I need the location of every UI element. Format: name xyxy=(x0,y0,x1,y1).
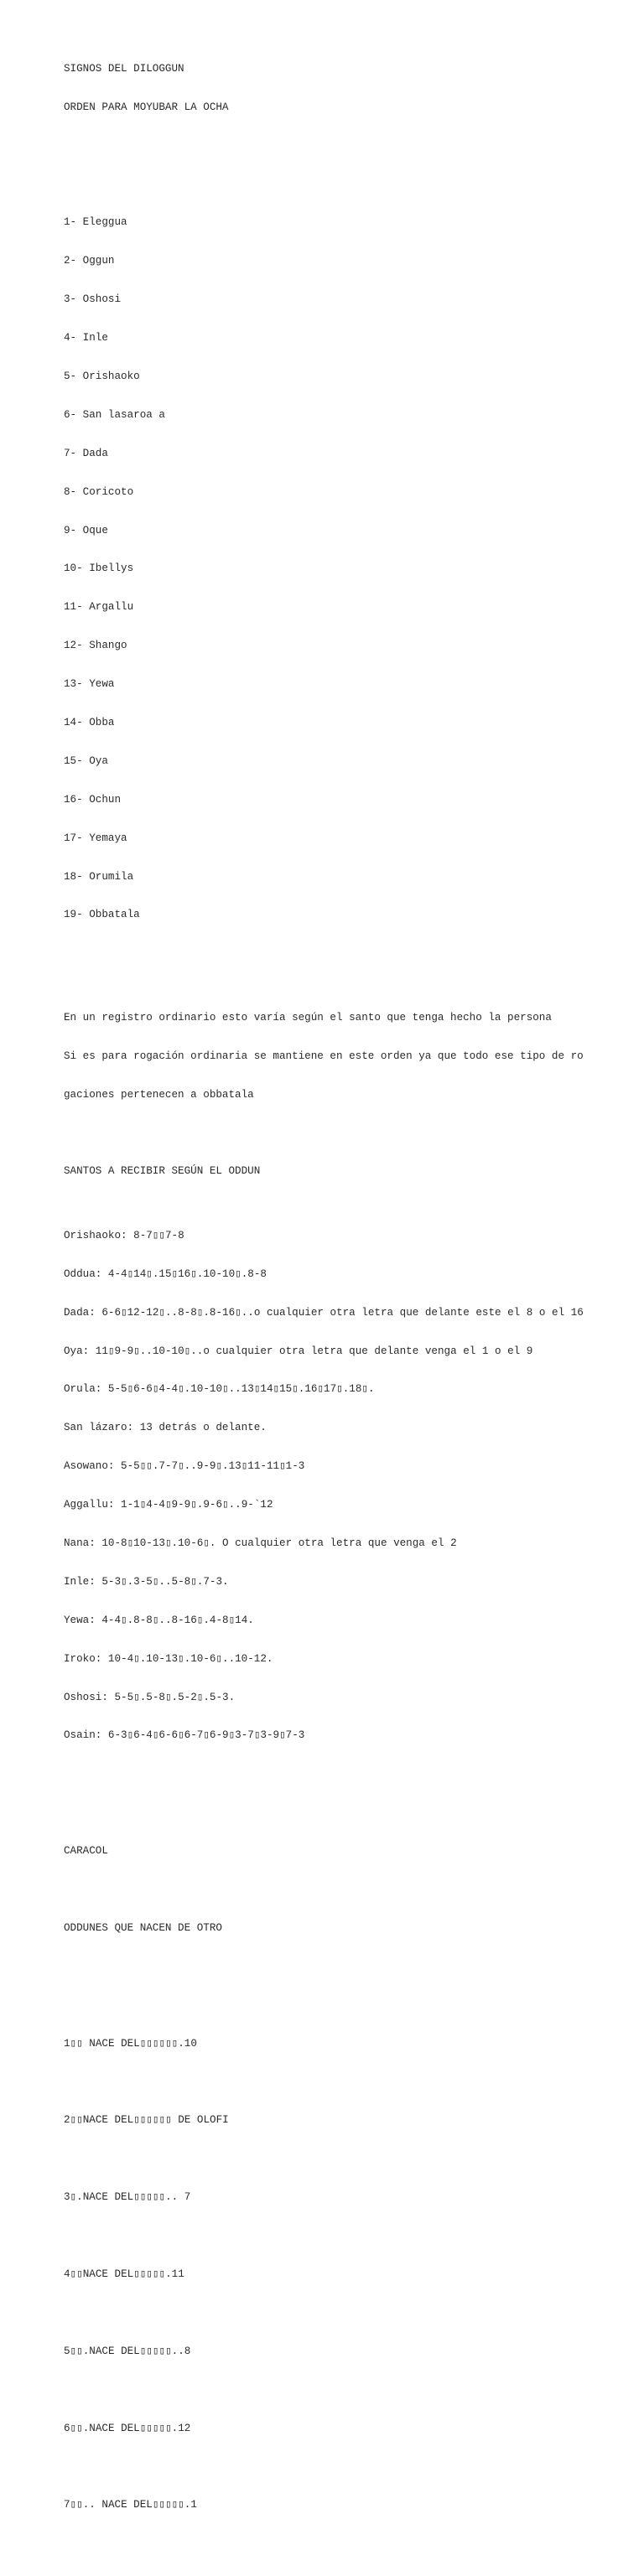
oddun-line: Nana: 10-8▯10-13▯.10-6▯. O cualquier otra letra que venga el 2 xyxy=(64,1537,457,1550)
blank-line xyxy=(64,2384,634,2397)
list-item: 14- Obba xyxy=(64,717,115,729)
list-item: 18- Orumila xyxy=(64,870,134,883)
oddun-section-title: SANTOS A RECIBIR SEGÚN EL ODDUN xyxy=(64,1165,261,1178)
oddun-line: Inle: 5-3▯.3-5▯..5-8▯.7-3. xyxy=(64,1575,229,1588)
oddun-line: Aggallu: 1-1▯4-4▯9-9▯.9-6▯..9-`12 xyxy=(64,1499,273,1511)
list-item: 1- Eleggua xyxy=(64,216,127,229)
list-item: 2- Oggun xyxy=(64,255,115,267)
nacen-line: 7▯▯.. NACE DEL▯▯▯▯▯.1 xyxy=(64,2499,197,2511)
oddun-line: San lázaro: 13 detrás o delante. xyxy=(64,1422,267,1434)
blank-line xyxy=(64,2460,634,2473)
blank-line xyxy=(64,140,634,153)
list-item: 11- Argallu xyxy=(64,601,134,614)
blank-line xyxy=(64,2307,634,2319)
oddun-line: Oya: 11▯9-9▯..10-10▯..o cualquier otra letra que delante venga el 1 o el 9 xyxy=(64,1345,533,1357)
note-line: gaciones pertenecen a obbatala xyxy=(64,1088,254,1101)
nacen-line: 3▯.NACE DEL▯▯▯▯▯.. 7 xyxy=(64,2191,191,2204)
document-subtitle: ORDEN PARA MOYUBAR LA OCHA xyxy=(64,101,229,113)
nacen-line: 6▯▯.NACE DEL▯▯▯▯▯.12 xyxy=(64,2422,191,2434)
blank-line xyxy=(64,1961,634,1973)
blank-line xyxy=(64,1806,634,1819)
oddun-line: Osain: 6-3▯6-4▯6-6▯6-7▯6-9▯3-7▯3-9▯7-3 xyxy=(64,1729,305,1742)
nacen-line: 4▯▯NACE DEL▯▯▯▯▯.11 xyxy=(64,2268,184,2280)
blank-line xyxy=(64,1884,634,1896)
document-body xyxy=(64,24,634,2576)
oddun-line: Orula: 5-5▯6-6▯4-4▯.10-10▯..13▯14▯15▯.16▯17▯.18▯. xyxy=(64,1383,375,1396)
nacen-heading: ODDUNES QUE NACEN DE OTRO xyxy=(64,1921,222,1934)
list-item: 16- Ochun xyxy=(64,793,122,806)
list-item: 7- Dada xyxy=(64,447,108,459)
blank-line xyxy=(64,2153,634,2165)
document-title: SIGNOS DEL DILOGGUN xyxy=(64,62,184,75)
list-item: 5- Orishaoko xyxy=(64,371,140,383)
nacen-line: 2▯▯NACE DEL▯▯▯▯▯▯ DE OLOFI xyxy=(64,2114,229,2127)
saints-order-list xyxy=(64,191,634,948)
list-item: 3- Oshosi xyxy=(64,293,122,306)
list-item: 9- Oque xyxy=(64,524,108,536)
oddun-line: Asowano: 5-5▯▯.7-7▯..9-9▯.13▯11-11▯1-3 xyxy=(64,1460,305,1473)
list-item: 4- Inle xyxy=(64,332,108,345)
caracol-heading: CARACOL xyxy=(64,1845,108,1858)
nacen-line: 5▯▯.NACE DEL▯▯▯▯▯..8 xyxy=(64,2345,191,2357)
oddun-line: Dada: 6-6▯12-12▯..8-8▯.8-16▯..o cualquier otra letra que delante este el 8 o el 16 xyxy=(64,1306,584,1319)
list-item: 13- Yewa xyxy=(64,678,115,691)
list-item: 12- Shango xyxy=(64,640,127,652)
oddun-line: Oddua: 4-4▯14▯.15▯16▯.10-10▯.8-8 xyxy=(64,1267,267,1280)
blank-line xyxy=(64,2230,634,2242)
list-item: 17- Yemaya xyxy=(64,832,127,844)
nacen-line: 1▯▯ NACE DEL▯▯▯▯▯▯.10 xyxy=(64,2037,197,2050)
note-line: En un registro ordinario esto varía según el santo que tenga hecho la persona xyxy=(64,1011,552,1024)
oddun-line: Oshosi: 5-5▯.5-8▯.5-2▯.5-3. xyxy=(64,1691,236,1703)
oddun-line: Iroko: 10-4▯.10-13▯.10-6▯..10-12. xyxy=(64,1652,273,1665)
list-item: 10- Ibellys xyxy=(64,562,134,575)
list-item: 6- San lasaroa a xyxy=(64,408,165,421)
notes-paragraph xyxy=(64,986,634,1127)
oddun-list xyxy=(64,1204,634,1768)
note-line: Si es para rogación ordinaria se mantiene en este orden ya que todo ese tipo de ro xyxy=(64,1050,584,1062)
nacen-list xyxy=(64,2012,634,2537)
oddun-line: Orishaoko: 8-7▯▯7-8 xyxy=(64,1229,184,1241)
list-item: 8- Coricoto xyxy=(64,485,134,498)
blank-line xyxy=(64,2076,634,2089)
list-item: 19- Obbatala xyxy=(64,909,140,921)
list-item: 15- Oya xyxy=(64,754,108,767)
oddun-line: Yewa: 4-4▯.8-8▯..8-16▯.4-8▯14. xyxy=(64,1614,254,1626)
